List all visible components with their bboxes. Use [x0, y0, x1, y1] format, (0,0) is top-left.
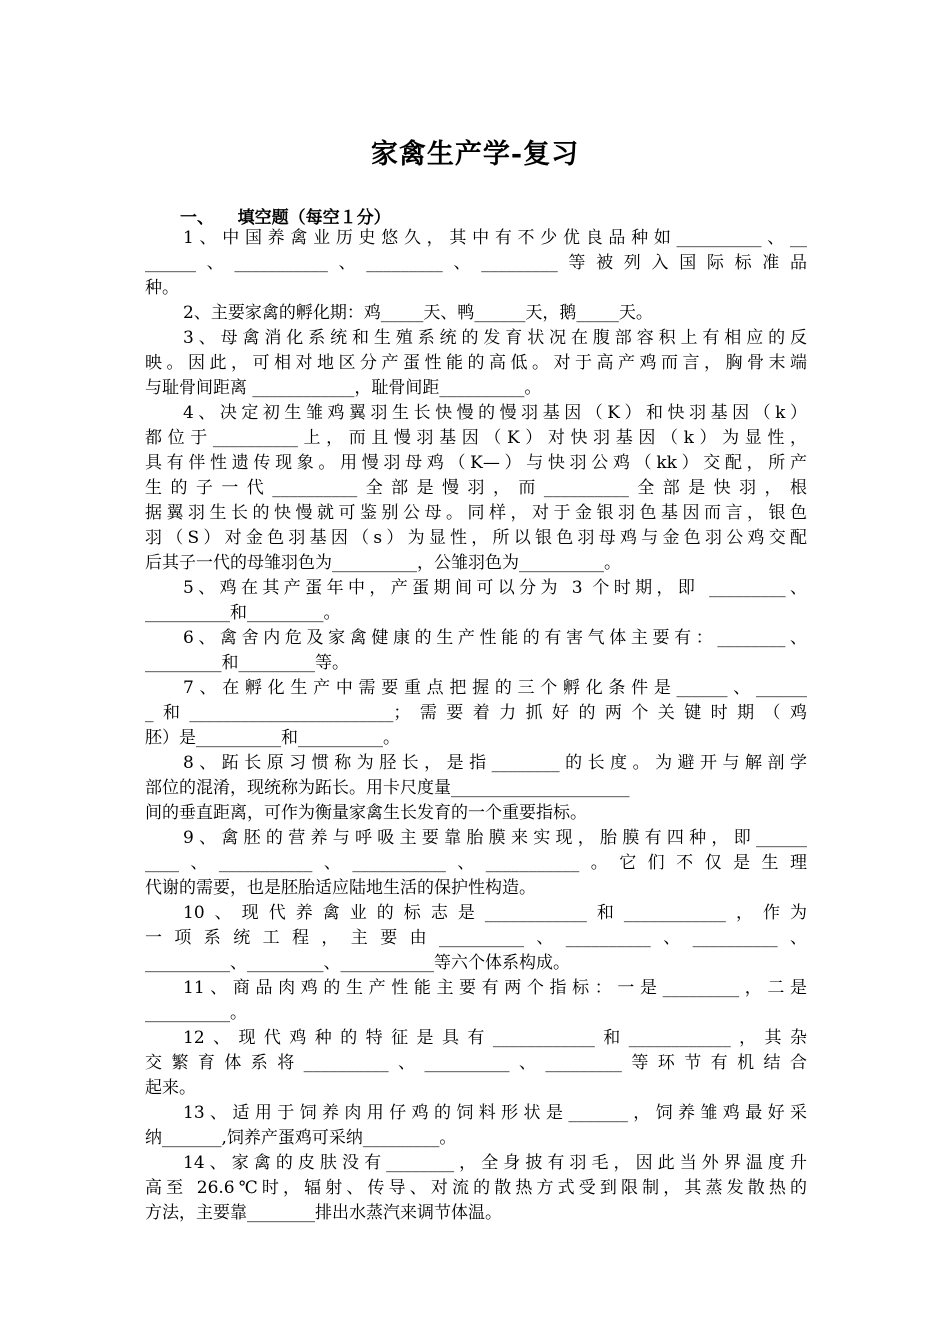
text-line: 都位于__________上，而且慢羽基因（K）对快羽基因（k）为显性， — [145, 428, 807, 448]
document-title: 家禽生产学-复习 — [370, 139, 580, 170]
text-line: 8、跖长原习惯称为胫长，是指________的长度。为避开与解剖学 — [183, 753, 807, 773]
text-line: 映。因此，可相对地区分产蛋性能的高低。对于高产鸡而言，胸骨末端 — [145, 353, 807, 373]
text-line: __________、_________、___________等六个体系构成。 — [145, 953, 570, 973]
question-list — [145, 226, 807, 1226]
text-line: _和________________________；需要着力抓好的两个关键时期（鸡 — [145, 703, 807, 723]
text-line: 交繁育体系将__________、__________、_________等环节有机结合 — [145, 1053, 807, 1073]
text-line: 7、在孵化生产中需要重点把握的三个孵化条件是______、______ — [183, 678, 807, 698]
text-line: 生的子一代__________全部是慢羽，而__________全部是快羽，根 — [145, 478, 807, 498]
text-line: 部位的混淆，现统称为跖长。用卡尺度量_____________________ — [145, 778, 630, 798]
text-line: ______、___________、_________、_________等被列入国际标准品 — [145, 253, 807, 273]
text-line: 2、主要家禽的孵化期：鸡_____天、鸭______天，鹅_____天。 — [183, 303, 653, 323]
text-line: 羽（S）对金色羽基因（s）为显性，所以银色羽母鸡与金色羽公鸡交配 — [145, 528, 807, 548]
text-line: 代谢的需要，也是胚胎适应陆地生活的保护性构造。 — [145, 878, 536, 898]
text-line: 12、现代鸡种的特征是具有____________和____________，其杂 — [183, 1028, 807, 1048]
text-line: 一项系统工程，主要由__________、__________、__________、 — [145, 928, 807, 948]
text-line: 后其子一代的母雏羽色为__________，公雏羽色为__________。 — [145, 553, 621, 573]
text-line: __________和_________。 — [145, 603, 341, 623]
text-line: 4、决定初生雏鸡翼羽生长快慢的慢羽基因（K）和快羽基因（k） — [183, 403, 807, 423]
section-heading: 一、 填空题（每空１分） — [180, 208, 391, 228]
text-line: 14、家禽的皮肤没有________，全身披有羽毛，因此当外界温度升 — [183, 1153, 807, 1173]
text-line: _________和_________等。 — [145, 653, 349, 673]
text-line: 11、商品肉鸡的生产性能主要有两个指标：一是_________，二是 — [183, 978, 807, 998]
text-line: 纳_______,饲养产蛋鸡可采纳_________。 — [145, 1128, 457, 1148]
text-line: 间的垂直距离，可作为衡量家禽生长发育的一个重要指标。 — [145, 803, 587, 823]
text-line: 种。 — [145, 278, 179, 298]
text-line: 3、母禽消化系统和生殖系统的发育状况在腹部容积上有相应的反 — [183, 328, 807, 348]
text-line: 10、现代养禽业的标志是____________和____________，作为 — [183, 903, 807, 923]
text-line: 方法，主要靠________排出水蒸汽来调节体温。 — [145, 1203, 502, 1223]
text-line: __________。 — [145, 1003, 247, 1023]
text-line: 与耻骨间距离 ____________，耻骨间距__________。 — [145, 378, 542, 398]
text-line: 高至 26.6℃时，辐射、传导、对流的散热方式受到限制，其蒸发散热的 — [145, 1178, 807, 1198]
text-line: ____、___________、___________、___________。它们不仅是生理 — [145, 853, 807, 873]
text-line: 6、禽舍内危及家禽健康的生产性能的有害气体主要有：________、 — [183, 628, 807, 648]
text-line: 胚）是__________和__________。 — [145, 728, 400, 748]
text-line: 起来。 — [145, 1078, 196, 1098]
text-line: 据翼羽生长的快慢就可鉴别公母。同样，对于金银羽色基因而言，银色 — [145, 503, 807, 523]
text-line: 具有伴性遗传现象。用慢羽母鸡（K—）与快羽公鸡（kk）交配，所产 — [145, 453, 807, 473]
text-line: 9、禽胚的营养与呼吸主要靠胎膜来实现，胎膜有四种，即______ — [183, 828, 807, 848]
text-line: 1、中国养禽业历史悠久，其中有不少优良品种如__________、__ — [183, 228, 807, 248]
text-line: 5、鸡在其产蛋年中，产蛋期间可以分为 3 个时期，即 _________、 — [183, 578, 807, 598]
text-line: 13、适用于饲养肉用仔鸡的饲料形状是_______，饲养雏鸡最好采 — [183, 1103, 807, 1123]
